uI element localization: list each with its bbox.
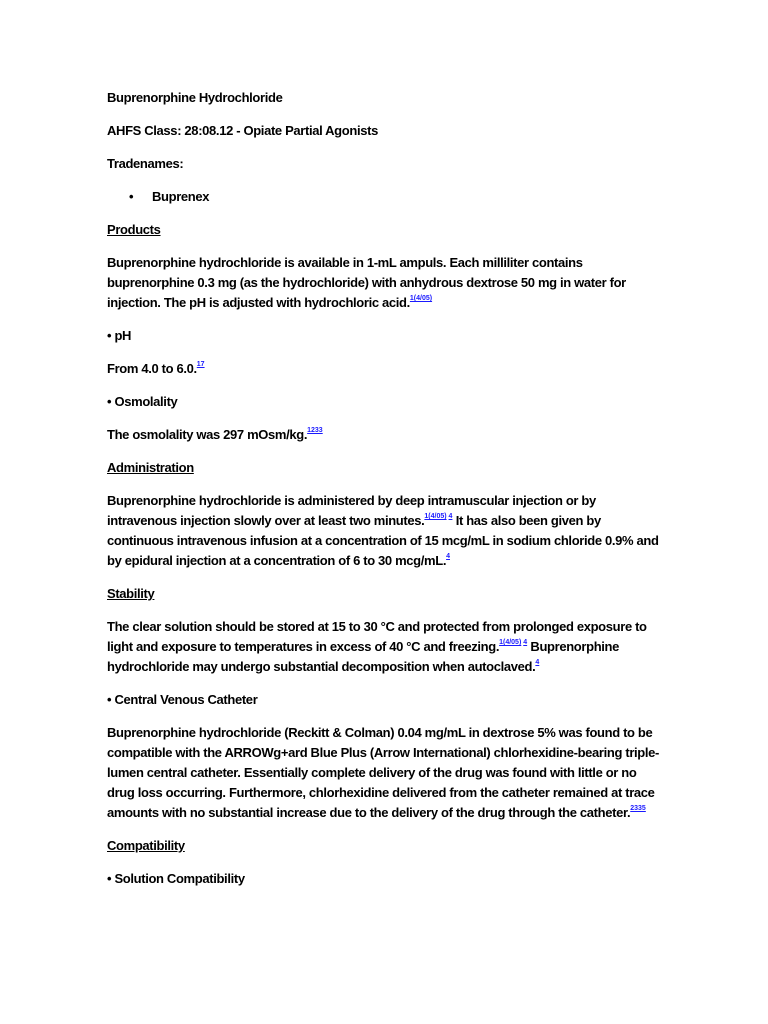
bullet-icon: •	[129, 189, 134, 204]
reference-link[interactable]: 1(4/05)	[424, 513, 447, 520]
reference-link	[410, 295, 432, 302]
administration-paragraph	[107, 491, 667, 571]
central-venous-catheter-label: • Central Venous Catheter	[107, 692, 258, 707]
stability-paragraph	[107, 617, 667, 677]
reference-link	[630, 805, 646, 812]
reference-link[interactable]: 1(4/05)	[499, 639, 522, 646]
solution-compatibility-label: • Solution Compatibility	[107, 871, 245, 886]
reference-link	[446, 553, 450, 560]
reference-link[interactable]: 4	[446, 553, 450, 560]
monograph-document	[107, 88, 667, 902]
administration-heading: Administration	[107, 460, 194, 475]
administration-text: Buprenorphine hydrochloride is administered by deep intramuscular injection or by intravenous injection slowly over at least two minutes.	[107, 493, 596, 528]
stability-text: Buprenorphine hydrochloride may undergo substantial decomposition when autoclaved.	[107, 639, 620, 674]
reference-link[interactable]: 4	[523, 639, 528, 646]
tradenames-list	[107, 187, 667, 207]
ph-paragraph	[107, 359, 667, 379]
document-title: Buprenorphine Hydrochloride	[107, 90, 283, 105]
reference-link[interactable]: 1(4/05)	[409, 295, 433, 302]
tradenames-label: Tradenames:	[107, 156, 184, 171]
ph-text: From 4.0 to 6.0.	[107, 361, 197, 376]
products-heading: Products	[107, 222, 161, 237]
ahfs-class: AHFS Class: 28:08.12 - Opiate Partial Agonists	[107, 123, 378, 138]
reference-link	[424, 513, 452, 520]
stability-heading: Stability	[107, 586, 155, 601]
products-paragraph	[107, 253, 667, 313]
osmolality-text: The osmolality was 297 mOsm/kg.	[107, 427, 308, 442]
reference-link[interactable]: 4	[535, 659, 540, 666]
reference-link	[535, 659, 539, 666]
reference-link	[197, 361, 205, 368]
reference-link[interactable]: 2335	[630, 805, 646, 812]
osmolality-label: • Osmolality	[107, 394, 178, 409]
osmolality-paragraph	[107, 425, 667, 445]
list-item	[107, 187, 667, 207]
reference-link[interactable]: 1233	[307, 427, 323, 434]
reference-link[interactable]: 17	[196, 361, 205, 368]
reference-link[interactable]: 4	[448, 513, 453, 520]
central-venous-catheter-text: Buprenorphine hydrochloride (Reckitt & Colman) 0.04 mg/mL in dextrose 5% was found to be compatible with the ARROWg+ard Blue Plus (Arrow International) chlorhexidine-bearing triple-lumen central catheter. Essentially complete delivery of the drug was found with little or no drug loss occurring. Furthermore, chlorhexidine delivered from the catheter remained at trace amounts with no substantial increase due to the delivery of the drug through the catheter.	[107, 725, 660, 820]
stability-text: The clear solution should be stored at 15 to 30 °C and protected from prolonged exposure to light and exposure to temperatures in excess of 40 °C and freezing.	[107, 619, 647, 654]
administration-text: It has also been given by continuous intravenous infusion at a concentration of 15 mcg/mL in sodium chloride 0.9% and by epidural injection at a concentration of 6 to 30 mcg/mL.	[107, 513, 659, 568]
tradename: Buprenex	[152, 189, 210, 204]
products-text: Buprenorphine hydrochloride is available in 1-mL ampuls. Each milliliter contains buprenorphine 0.3 mg (as the hydrochloride) with anhydrous dextrose 50 mg in water for injection. The pH is adjusted with hydrochloric acid.	[107, 255, 626, 310]
reference-link	[499, 639, 527, 646]
ph-label: • pH	[107, 328, 132, 343]
reference-link	[307, 427, 323, 434]
compatibility-heading: Compatibility	[107, 838, 185, 853]
central-venous-catheter-paragraph	[107, 723, 667, 823]
